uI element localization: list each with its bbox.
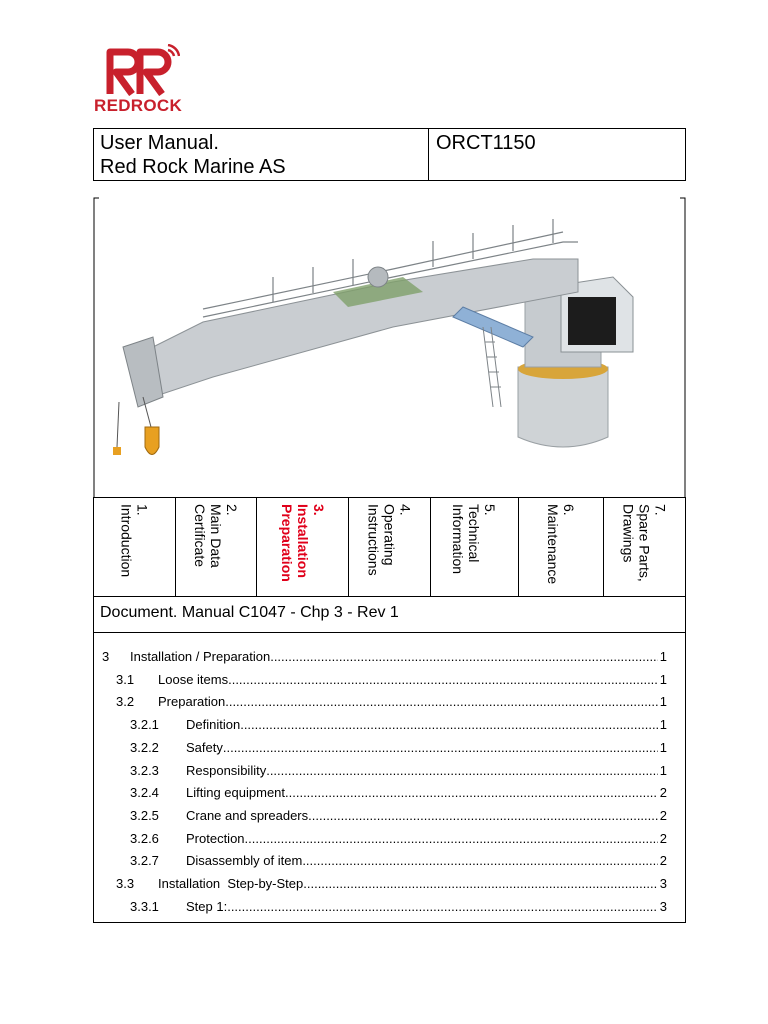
toc-entry-number: 3.2.6 (130, 830, 159, 846)
toc-leader-dots (285, 783, 658, 803)
manual-title-cell (94, 129, 429, 180)
chapter-tabs (93, 497, 686, 597)
document-reference: Document. Manual C1047 - Chp 3 - Rev 1 (93, 597, 686, 633)
toc-entry-page: 1 (659, 739, 667, 755)
toc-entry-page: 2 (659, 853, 667, 869)
toc-entry-page: 2 (659, 807, 667, 823)
toc-entry-number: 3.2.1 (130, 717, 159, 733)
toc-entry[interactable] (94, 806, 667, 826)
toc-entry[interactable] (94, 874, 667, 894)
title-table (93, 128, 686, 181)
toc-entry-title: Preparation (158, 692, 225, 712)
toc-entry-number: 3 (102, 649, 110, 664)
tab-label: 5. Technical Information (450, 504, 499, 575)
toc-entry[interactable] (94, 670, 667, 690)
tab-label: 4. Operating Instructions (365, 504, 414, 576)
toc-entry-number: 3.2.7 (130, 853, 159, 869)
tab-main-data[interactable] (176, 498, 258, 596)
toc-entry-page: 1 (659, 762, 667, 778)
toc-entry-number: 3.2.5 (130, 807, 159, 823)
toc-entry-title: Step 1: (186, 897, 227, 917)
tab-technical[interactable] (431, 498, 519, 596)
toc-entry-page: 1 (659, 694, 667, 710)
crane-illustration-icon (93, 197, 686, 497)
toc-leader-dots (228, 670, 658, 690)
tab-operating[interactable] (349, 498, 431, 596)
toc-entry-page: 3 (659, 876, 667, 891)
toc-entry-number: 3.2.4 (130, 785, 159, 801)
tab-installation[interactable] (257, 498, 349, 596)
toc-leader-dots (270, 647, 658, 667)
company-name: Red Rock Marine AS (100, 156, 286, 178)
toc-entry-title: Responsibility (186, 761, 266, 781)
toc-entry-number: 3.2 (116, 694, 135, 710)
toc-leader-dots (308, 806, 658, 826)
toc-entry[interactable] (94, 761, 667, 781)
table-of-contents (93, 633, 686, 923)
toc-leader-dots (240, 715, 658, 735)
tab-label: 2. Main Data Certificate (192, 504, 241, 568)
toc-entry-title: Crane and spreaders (186, 806, 308, 826)
tab-label: 1. Introduction (118, 504, 151, 578)
tab-label: 6. Maintenance (544, 504, 577, 585)
toc-entry-page: 2 (659, 830, 667, 846)
toc-leader-dots (266, 761, 658, 781)
crane-image (93, 197, 686, 497)
toc-entry-title: Protection (186, 829, 245, 849)
toc-entry-number: 3.1 (116, 671, 135, 687)
logo-wordmark: REDROCK (94, 96, 183, 115)
toc-entry-page: 1 (659, 671, 667, 687)
toc-entry-number: 3.3 (116, 876, 135, 891)
toc-entry-title: Disassembly of item (186, 851, 302, 871)
toc-entry[interactable] (94, 738, 667, 758)
toc-entry-title: Loose items (158, 670, 228, 690)
toc-entry-number: 3.2.2 (130, 739, 159, 755)
tab-introduction[interactable] (94, 498, 176, 596)
toc-leader-dots (303, 874, 658, 894)
redrock-logo-mark-icon (104, 44, 180, 96)
tab-maintenance[interactable] (519, 498, 605, 596)
tab-spare-parts[interactable] (604, 498, 685, 596)
toc-leader-dots (227, 897, 658, 917)
redrock-logo (94, 44, 186, 118)
toc-entry[interactable] (94, 692, 667, 712)
manual-title: User Manual. (100, 132, 219, 154)
toc-entry-title: Installation Step-by-Step (158, 874, 303, 894)
doc-code: ORCT1150 (436, 132, 536, 154)
toc-entry[interactable] (94, 829, 667, 849)
toc-entry-title: Installation / Preparation (130, 647, 270, 667)
tab-label: 7. Spare Parts, Drawings (620, 504, 669, 582)
toc-leader-dots (223, 738, 658, 758)
toc-entry[interactable] (94, 783, 667, 803)
toc-entry-page: 2 (659, 785, 667, 801)
toc-entry-title: Definition (186, 715, 240, 735)
toc-entry[interactable] (94, 715, 667, 735)
tab-label-active: 3. Installation Preparation (278, 504, 327, 582)
toc-entry-number: 3.2.3 (130, 762, 159, 778)
toc-entry-title: Lifting equipment (186, 783, 285, 803)
toc-entry[interactable] (94, 851, 667, 871)
toc-entry[interactable] (94, 897, 667, 917)
toc-entry-page: 1 (659, 649, 667, 664)
toc-entry-page: 3 (659, 898, 667, 914)
toc-entry-title: Safety (186, 738, 223, 758)
toc-entry-number: 3.3.1 (130, 898, 159, 914)
toc-leader-dots (245, 829, 658, 849)
toc-entry[interactable] (94, 647, 667, 667)
toc-leader-dots (225, 692, 658, 712)
toc-leader-dots (302, 851, 657, 871)
toc-entry-page: 1 (659, 717, 667, 733)
